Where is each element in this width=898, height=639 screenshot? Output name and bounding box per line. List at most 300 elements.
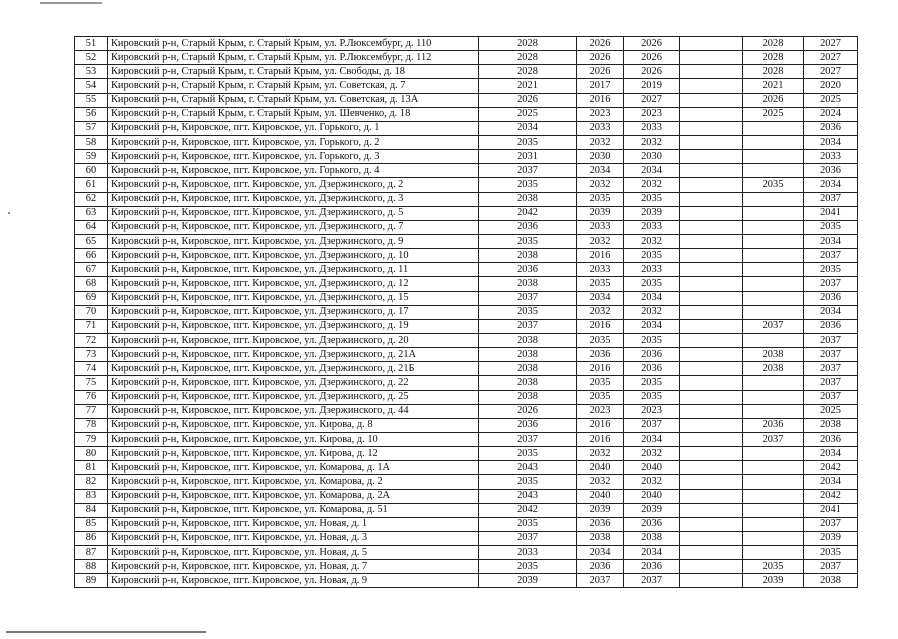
year-cell-2: 2040 [577,461,624,475]
scan-speck [8,212,10,214]
address-cell: Кировский р-н, Кировское, пгт. Кировское, ул. Дзержинского, д. 44 [108,404,479,418]
year-cell-4 [680,418,743,432]
year-cell-6: 2035 [804,220,858,234]
year-cell-3: 2033 [624,220,680,234]
year-cell-3: 2033 [624,121,680,135]
row-number-cell: 69 [75,291,108,305]
scan-margin-line-top [40,2,102,4]
year-cell-4 [680,150,743,164]
row-number-cell: 79 [75,432,108,446]
table-row [75,263,858,277]
row-number-cell: 81 [75,461,108,475]
year-cell-1: 2038 [479,333,577,347]
year-cell-1: 2043 [479,461,577,475]
year-cell-6: 2037 [804,348,858,362]
year-cell-1: 2036 [479,418,577,432]
row-number-cell: 83 [75,489,108,503]
table-row [75,93,858,107]
year-cell-6: 2042 [804,461,858,475]
year-cell-6: 2037 [804,560,858,574]
year-cell-3: 2023 [624,107,680,121]
address-cell: Кировский р-н, Кировское, пгт. Кировское, ул. Новая, д. 1 [108,517,479,531]
year-cell-5 [743,531,804,545]
year-cell-1: 2039 [479,574,577,588]
year-cell-4 [680,37,743,51]
scan-margin-line-bottom [6,631,206,633]
address-cell: Кировский р-н, Кировское, пгт. Кировское, ул. Новая, д. 3 [108,531,479,545]
year-cell-2: 2035 [577,376,624,390]
year-cell-5: 2039 [743,574,804,588]
address-cell: Кировский р-н, Кировское, пгт. Кировское, ул. Горького, д. 1 [108,121,479,135]
year-cell-2: 2034 [577,291,624,305]
year-cell-5 [743,390,804,404]
year-cell-5 [743,277,804,291]
year-cell-2: 2035 [577,192,624,206]
row-number-cell: 66 [75,249,108,263]
year-cell-6: 2027 [804,51,858,65]
table-row [75,79,858,93]
year-cell-1: 2038 [479,277,577,291]
table-row [75,178,858,192]
table-row [75,333,858,347]
year-cell-6: 2027 [804,37,858,51]
address-cell: Кировский р-н, Кировское, пгт. Кировское, ул. Дзержинского, д. 5 [108,206,479,220]
year-cell-5 [743,517,804,531]
year-cell-6: 2024 [804,107,858,121]
year-cell-4 [680,234,743,248]
row-number-cell: 53 [75,65,108,79]
address-cell: Кировский р-н, Кировское, пгт. Кировское, ул. Дзержинского, д. 7 [108,220,479,234]
table-row [75,348,858,362]
address-cell: Кировский р-н, Кировское, пгт. Кировское, ул. Дзержинского, д. 2 [108,178,479,192]
year-cell-4 [680,164,743,178]
year-cell-1: 2038 [479,192,577,206]
table-row [75,432,858,446]
row-number-cell: 57 [75,121,108,135]
year-cell-3: 2035 [624,277,680,291]
address-cell: Кировский р-н, Старый Крым, г. Старый Крым, ул. Советская, д. 7 [108,79,479,93]
year-cell-2: 2023 [577,404,624,418]
address-cell: Кировский р-н, Кировское, пгт. Кировское, ул. Кирова, д. 8 [108,418,479,432]
row-number-cell: 65 [75,234,108,248]
year-cell-2: 2016 [577,362,624,376]
year-cell-4 [680,291,743,305]
row-number-cell: 52 [75,51,108,65]
year-cell-1: 2025 [479,107,577,121]
year-cell-6: 2025 [804,404,858,418]
year-cell-4 [680,135,743,149]
year-cell-3: 2032 [624,178,680,192]
year-cell-6: 2037 [804,249,858,263]
table-row [75,249,858,263]
year-cell-4 [680,220,743,234]
year-cell-3: 2034 [624,164,680,178]
year-cell-4 [680,121,743,135]
year-cell-1: 2035 [479,447,577,461]
year-cell-1: 2038 [479,362,577,376]
year-cell-6: 2025 [804,93,858,107]
table-row [75,121,858,135]
year-cell-5 [743,546,804,560]
address-cell: Кировский р-н, Кировское, пгт. Кировское, ул. Дзержинского, д. 21Б [108,362,479,376]
table-row [75,517,858,531]
year-cell-3: 2037 [624,418,680,432]
year-cell-2: 2032 [577,178,624,192]
year-cell-1: 2035 [479,475,577,489]
year-cell-4 [680,249,743,263]
year-cell-1: 2035 [479,560,577,574]
table-row [75,164,858,178]
year-cell-2: 2026 [577,65,624,79]
address-cell: Кировский р-н, Кировское, пгт. Кировское, ул. Кирова, д. 12 [108,447,479,461]
year-cell-3: 2032 [624,475,680,489]
row-number-cell: 82 [75,475,108,489]
year-cell-6: 2034 [804,475,858,489]
row-number-cell: 51 [75,37,108,51]
row-number-cell: 64 [75,220,108,234]
year-cell-3: 2035 [624,333,680,347]
year-cell-5 [743,220,804,234]
table-row [75,418,858,432]
year-cell-1: 2037 [479,531,577,545]
year-cell-3: 2023 [624,404,680,418]
table-row [75,291,858,305]
year-cell-3: 2032 [624,305,680,319]
table-row [75,489,858,503]
year-cell-6: 2035 [804,263,858,277]
year-cell-1: 2028 [479,37,577,51]
year-cell-6: 2038 [804,418,858,432]
table-row [75,107,858,121]
table-row [75,277,858,291]
address-cell: Кировский р-н, Старый Крым, г. Старый Крым, ул. Р.Люксембург, д. 110 [108,37,479,51]
year-cell-6: 2037 [804,192,858,206]
year-cell-2: 2039 [577,503,624,517]
year-cell-3: 2030 [624,150,680,164]
year-cell-5 [743,333,804,347]
year-cell-5: 2026 [743,93,804,107]
address-cell: Кировский р-н, Кировское, пгт. Кировское, ул. Горького, д. 2 [108,135,479,149]
year-cell-2: 2032 [577,447,624,461]
year-cell-2: 2040 [577,489,624,503]
row-number-cell: 71 [75,319,108,333]
table-row [75,150,858,164]
table-row [75,475,858,489]
row-number-cell: 74 [75,362,108,376]
year-cell-6: 2037 [804,517,858,531]
year-cell-6: 2036 [804,164,858,178]
table-row [75,546,858,560]
year-cell-6: 2037 [804,362,858,376]
year-cell-3: 2034 [624,291,680,305]
year-cell-1: 2038 [479,348,577,362]
table-row [75,319,858,333]
address-cell: Кировский р-н, Старый Крым, г. Старый Крым, ул. Шевченко, д. 18 [108,107,479,121]
row-number-cell: 61 [75,178,108,192]
year-cell-2: 2032 [577,234,624,248]
year-cell-1: 2036 [479,263,577,277]
address-cell: Кировский р-н, Кировское, пгт. Кировское, ул. Новая, д. 9 [108,574,479,588]
address-cell: Кировский р-н, Кировское, пгт. Кировское, ул. Дзержинского, д. 9 [108,234,479,248]
year-cell-4 [680,390,743,404]
row-number-cell: 68 [75,277,108,291]
year-cell-4 [680,178,743,192]
year-cell-1: 2037 [479,319,577,333]
year-cell-5 [743,404,804,418]
year-cell-1: 2028 [479,51,577,65]
year-cell-6: 2042 [804,489,858,503]
year-cell-2: 2016 [577,418,624,432]
year-cell-1: 2026 [479,93,577,107]
year-cell-2: 2037 [577,574,624,588]
year-cell-3: 2039 [624,503,680,517]
row-number-cell: 73 [75,348,108,362]
address-cell: Кировский р-н, Старый Крым, г. Старый Крым, ул. Свободы, д. 18 [108,65,479,79]
year-cell-6: 2036 [804,291,858,305]
year-cell-6: 2035 [804,546,858,560]
table-row [75,404,858,418]
year-cell-2: 2039 [577,206,624,220]
address-cell: Кировский р-н, Кировское, пгт. Кировское, ул. Дзержинского, д. 12 [108,277,479,291]
table-row [75,135,858,149]
year-cell-4 [680,432,743,446]
row-number-cell: 88 [75,560,108,574]
year-cell-2: 2035 [577,390,624,404]
year-cell-1: 2033 [479,546,577,560]
year-cell-1: 2035 [479,135,577,149]
year-cell-6: 2039 [804,531,858,545]
year-cell-2: 2016 [577,93,624,107]
year-cell-1: 2037 [479,291,577,305]
address-cell: Кировский р-н, Кировское, пгт. Кировское, ул. Новая, д. 7 [108,560,479,574]
year-cell-6: 2034 [804,447,858,461]
row-number-cell: 70 [75,305,108,319]
year-cell-5 [743,206,804,220]
year-cell-5: 2028 [743,37,804,51]
row-number-cell: 59 [75,150,108,164]
year-cell-2: 2016 [577,432,624,446]
year-cell-5 [743,447,804,461]
row-number-cell: 56 [75,107,108,121]
row-number-cell: 75 [75,376,108,390]
table-row [75,531,858,545]
year-cell-6: 2041 [804,206,858,220]
table-row [75,65,858,79]
row-number-cell: 72 [75,333,108,347]
year-cell-3: 2035 [624,249,680,263]
year-cell-3: 2026 [624,37,680,51]
year-cell-1: 2021 [479,79,577,93]
address-cell: Кировский р-н, Кировское, пгт. Кировское, ул. Дзержинского, д. 20 [108,333,479,347]
year-cell-5 [743,489,804,503]
year-cell-2: 2016 [577,249,624,263]
table-row [75,51,858,65]
year-cell-3: 2038 [624,531,680,545]
year-cell-4 [680,461,743,475]
year-cell-2: 2030 [577,150,624,164]
row-number-cell: 80 [75,447,108,461]
year-cell-3: 2019 [624,79,680,93]
year-cell-5 [743,192,804,206]
year-cell-2: 2034 [577,546,624,560]
year-cell-5 [743,305,804,319]
year-cell-2: 2032 [577,475,624,489]
year-cell-1: 2038 [479,376,577,390]
year-cell-3: 2037 [624,574,680,588]
year-cell-4 [680,404,743,418]
address-cell: Кировский р-н, Кировское, пгт. Кировское, ул. Кирова, д. 10 [108,432,479,446]
year-cell-4 [680,517,743,531]
year-cell-4 [680,489,743,503]
year-cell-5: 2037 [743,432,804,446]
address-cell: Кировский р-н, Кировское, пгт. Кировское, ул. Дзержинского, д. 22 [108,376,479,390]
year-cell-1: 2038 [479,249,577,263]
year-cell-3: 2027 [624,93,680,107]
year-cell-2: 2036 [577,517,624,531]
year-cell-4 [680,277,743,291]
year-cell-6: 2034 [804,178,858,192]
address-cell: Кировский р-н, Кировское, пгт. Кировское, ул. Комарова, д. 2А [108,489,479,503]
row-number-cell: 58 [75,135,108,149]
address-cell: Кировский р-н, Старый Крым, г. Старый Крым, ул. Советская, д. 13А [108,93,479,107]
year-cell-1: 2034 [479,121,577,135]
year-cell-6: 2036 [804,121,858,135]
year-cell-6: 2041 [804,503,858,517]
year-cell-2: 2032 [577,135,624,149]
table-row [75,390,858,404]
year-cell-4 [680,531,743,545]
year-cell-4 [680,560,743,574]
year-cell-4 [680,305,743,319]
address-cell: Кировский р-н, Кировское, пгт. Кировское, ул. Горького, д. 4 [108,164,479,178]
year-cell-2: 2036 [577,560,624,574]
year-cell-4 [680,362,743,376]
year-cell-3: 2026 [624,65,680,79]
year-cell-3: 2036 [624,560,680,574]
year-cell-5 [743,150,804,164]
year-cell-1: 2028 [479,65,577,79]
table-row [75,376,858,390]
year-cell-2: 2016 [577,319,624,333]
year-cell-6: 2038 [804,574,858,588]
row-number-cell: 60 [75,164,108,178]
year-cell-2: 2032 [577,305,624,319]
year-cell-5 [743,121,804,135]
row-number-cell: 85 [75,517,108,531]
year-cell-6: 2037 [804,277,858,291]
year-cell-5 [743,249,804,263]
table-row [75,447,858,461]
row-number-cell: 67 [75,263,108,277]
year-cell-5 [743,291,804,305]
year-cell-5: 2036 [743,418,804,432]
year-cell-6: 2036 [804,432,858,446]
year-cell-3: 2036 [624,517,680,531]
year-cell-2: 2034 [577,164,624,178]
row-number-cell: 89 [75,574,108,588]
table-body [75,37,858,588]
year-cell-2: 2023 [577,107,624,121]
row-number-cell: 87 [75,546,108,560]
year-cell-2: 2033 [577,121,624,135]
year-cell-5 [743,376,804,390]
row-number-cell: 84 [75,503,108,517]
year-cell-6: 2037 [804,390,858,404]
year-cell-3: 2026 [624,51,680,65]
row-number-cell: 62 [75,192,108,206]
year-cell-5: 2038 [743,362,804,376]
year-cell-3: 2034 [624,319,680,333]
year-cell-5 [743,263,804,277]
housing-repair-schedule-table [74,36,858,588]
year-cell-6: 2027 [804,65,858,79]
year-cell-2: 2036 [577,348,624,362]
year-cell-4 [680,51,743,65]
year-cell-3: 2040 [624,489,680,503]
year-cell-5 [743,461,804,475]
year-cell-4 [680,319,743,333]
table-row [75,560,858,574]
year-cell-2: 2033 [577,220,624,234]
year-cell-4 [680,574,743,588]
year-cell-3: 2036 [624,348,680,362]
year-cell-3: 2032 [624,234,680,248]
year-cell-1: 2042 [479,206,577,220]
year-cell-4 [680,348,743,362]
year-cell-1: 2037 [479,432,577,446]
address-cell: Кировский р-н, Кировское, пгт. Кировское, ул. Дзержинского, д. 10 [108,249,479,263]
year-cell-1: 2035 [479,517,577,531]
year-cell-1: 2031 [479,150,577,164]
year-cell-4 [680,192,743,206]
year-cell-1: 2038 [479,390,577,404]
year-cell-1: 2035 [479,234,577,248]
year-cell-4 [680,546,743,560]
table-row [75,192,858,206]
year-cell-5: 2038 [743,348,804,362]
address-cell: Кировский р-н, Кировское, пгт. Кировское, ул. Комарова, д. 2 [108,475,479,489]
address-cell: Кировский р-н, Кировское, пгт. Кировское, ул. Дзержинского, д. 25 [108,390,479,404]
year-cell-2: 2017 [577,79,624,93]
year-cell-4 [680,107,743,121]
address-cell: Кировский р-н, Кировское, пгт. Кировское, ул. Новая, д. 5 [108,546,479,560]
address-cell: Кировский р-н, Старый Крым, г. Старый Крым, ул. Р.Люксембург, д. 112 [108,51,479,65]
address-cell: Кировский р-н, Кировское, пгт. Кировское, ул. Дзержинского, д. 3 [108,192,479,206]
year-cell-1: 2026 [479,404,577,418]
year-cell-3: 2034 [624,432,680,446]
year-cell-4 [680,333,743,347]
year-cell-3: 2039 [624,206,680,220]
row-number-cell: 76 [75,390,108,404]
year-cell-6: 2033 [804,150,858,164]
year-cell-6: 2034 [804,234,858,248]
address-cell: Кировский р-н, Кировское, пгт. Кировское, ул. Дзержинского, д. 11 [108,263,479,277]
year-cell-4 [680,79,743,93]
table-row [75,461,858,475]
address-cell: Кировский р-н, Кировское, пгт. Кировское, ул. Комарова, д. 1А [108,461,479,475]
year-cell-5 [743,503,804,517]
address-cell: Кировский р-н, Кировское, пгт. Кировское, ул. Комарова, д. 51 [108,503,479,517]
year-cell-1: 2035 [479,305,577,319]
table-row [75,220,858,234]
year-cell-5: 2035 [743,560,804,574]
year-cell-1: 2042 [479,503,577,517]
year-cell-4 [680,263,743,277]
year-cell-6: 2034 [804,305,858,319]
year-cell-3: 2035 [624,376,680,390]
year-cell-5 [743,164,804,178]
address-cell: Кировский р-н, Кировское, пгт. Кировское, ул. Дзержинского, д. 19 [108,319,479,333]
